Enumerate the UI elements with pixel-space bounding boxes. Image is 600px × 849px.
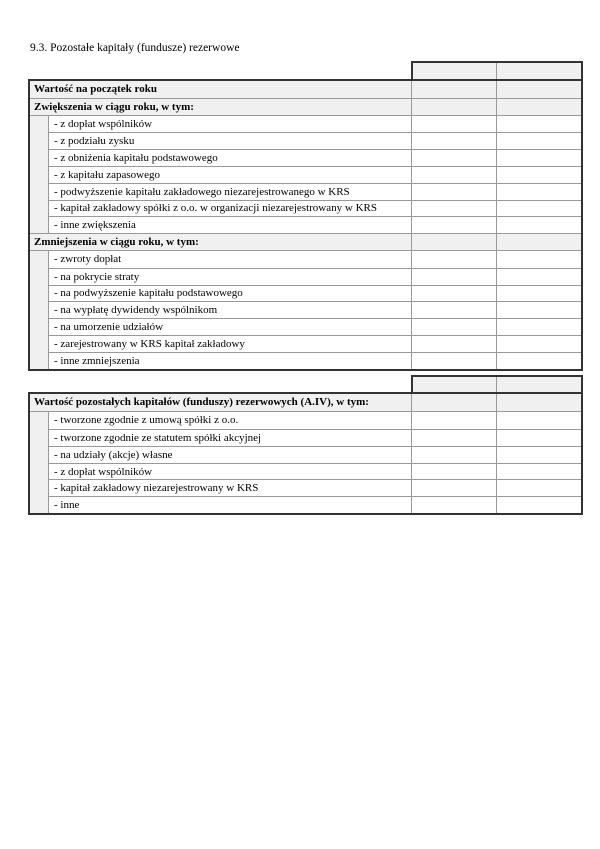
row-label: - z podziału zysku [54,135,135,148]
row-total-reserve-capitals [30,394,581,411]
decrease-items-group [30,250,581,369]
row-label: - zarejestrowany w KRS kapitał zakładowy [54,337,245,350]
row-label: - inne zmniejszenia [54,354,140,367]
breakdown-items-group [30,411,581,513]
value-cell-col2[interactable] [496,302,581,318]
value-cell-col2[interactable] [496,336,581,352]
row-label: - z dopłat wspólników [54,117,153,130]
value-cell-col1[interactable] [411,184,496,200]
value-cell-col2[interactable] [496,286,581,302]
value-cell-col1[interactable] [411,302,496,318]
section-title: 9.3. Pozostałe kapitały (fundusze) rezerwowe [30,42,240,54]
value-cell-col1[interactable] [411,150,496,166]
table-row [49,301,581,318]
row-label: Zmniejszenia w ciągu roku, w tym: [34,236,199,249]
value-cell-col2[interactable] [496,394,581,411]
value-cell-col1[interactable] [411,234,496,250]
indent-spacer [30,251,49,369]
row-label: - na wypłatę dywidendy wspólnikom [54,304,218,317]
value-cell-col1[interactable] [411,133,496,149]
value-cell-col1[interactable] [411,251,496,268]
table-row [49,183,581,200]
row-label: - tworzone zgodnie ze statutem spółki akcyjnej [54,431,262,444]
row-label: - na umorzenie udziałów [54,321,164,334]
reserve-capital-breakdown-table [28,375,583,515]
table-row [49,166,581,183]
indent-spacer [30,412,49,513]
value-cell-col2[interactable] [496,353,581,369]
value-cell-col2[interactable] [496,269,581,285]
period-header [411,61,583,79]
value-cell-col2[interactable] [496,81,581,98]
value-cell-col1[interactable] [411,430,496,446]
value-cell-col2[interactable] [496,251,581,268]
row-opening-value [30,81,581,98]
table-row [49,285,581,302]
table-row [49,352,581,369]
row-label: Wartość pozostałych kapitałów (funduszy) rezerwowych (A.IV), w tym: [34,396,369,409]
row-label: - z kapitału zapasowego [54,168,160,181]
row-decreases-header [30,233,581,250]
row-label: - na udziały (akcje) własne [54,448,173,461]
value-cell-col2[interactable] [496,217,581,233]
value-cell-col1[interactable] [411,464,496,480]
row-increases-header [30,98,581,115]
value-cell-col1[interactable] [411,447,496,463]
value-cell-col1[interactable] [411,286,496,302]
period-header [411,375,583,392]
row-label: - kapitał zakładowy niezarejestrowany w KRS [54,482,259,495]
table-row [49,463,581,480]
row-label: Zwiększenia w ciągu roku, w tym: [34,100,194,113]
value-cell-col1[interactable] [411,217,496,233]
row-label: Wartość na początek roku [34,83,157,96]
indent-spacer [30,116,49,234]
row-label: - podwyższenie kapitału zakładowego niezarejestrowanego w KRS [54,185,350,198]
row-label: - z dopłat wspólników [54,465,153,478]
table-row [49,149,581,166]
value-cell-col2[interactable] [496,464,581,480]
row-label: - z obniżenia kapitału podstawowego [54,152,218,165]
value-cell-col1[interactable] [411,497,496,513]
table-row [49,251,581,268]
row-label: - inne zwiększenia [54,219,136,232]
value-cell-col1[interactable] [411,167,496,183]
value-cell-col1[interactable] [411,353,496,369]
capital-movements-grid [28,79,583,371]
value-cell-col1[interactable] [411,81,496,98]
period-cell-col2[interactable] [496,377,581,392]
row-label: - zwroty dopłat [54,253,122,266]
table-row [49,429,581,446]
table-row [49,132,581,149]
table-row [49,446,581,463]
value-cell-col2[interactable] [496,319,581,335]
period-cell-col1[interactable] [413,377,496,392]
period-cell-col1[interactable] [413,63,496,79]
value-cell-col2[interactable] [496,99,581,115]
value-cell-col2[interactable] [496,480,581,496]
value-cell-col2[interactable] [496,430,581,446]
value-cell-col2[interactable] [496,412,581,429]
value-cell-col2[interactable] [496,234,581,250]
value-cell-col2[interactable] [496,167,581,183]
table-row [49,479,581,496]
table-row [49,116,581,133]
increase-items-group [30,115,581,234]
value-cell-col1[interactable] [411,116,496,133]
row-label: - kapitał zakładowy spółki z o.o. w organizacji niezarejestrowany w KRS [54,202,377,215]
value-cell-col2[interactable] [496,497,581,513]
row-label: - inne [54,499,80,512]
capital-movements-table [28,61,583,371]
table-row [49,268,581,285]
value-cell-col2[interactable] [496,184,581,200]
table-row [49,412,581,429]
value-cell-col1[interactable] [411,480,496,496]
table-row [49,200,581,217]
row-label: - na podwyższenie kapitału podstawowego [54,287,243,300]
reserve-capital-breakdown-grid [28,392,583,515]
value-cell-col1[interactable] [411,336,496,352]
value-cell-col2[interactable] [496,116,581,133]
row-label: - tworzone zgodnie z umową spółki z o.o. [54,414,239,427]
value-cell-col2[interactable] [496,447,581,463]
row-label: - na pokrycie straty [54,270,140,283]
value-cell-col1[interactable] [411,201,496,217]
value-cell-col2[interactable] [496,150,581,166]
period-cell-col2[interactable] [496,63,581,79]
value-cell-col1[interactable] [411,319,496,335]
value-cell-col2[interactable] [496,201,581,217]
value-cell-col1[interactable] [411,99,496,115]
table-row [49,318,581,335]
table-row [49,335,581,352]
value-cell-col2[interactable] [496,133,581,149]
value-cell-col1[interactable] [411,412,496,429]
value-cell-col1[interactable] [411,269,496,285]
table-row [49,496,581,513]
value-cell-col1[interactable] [411,394,496,411]
table-row [49,216,581,233]
